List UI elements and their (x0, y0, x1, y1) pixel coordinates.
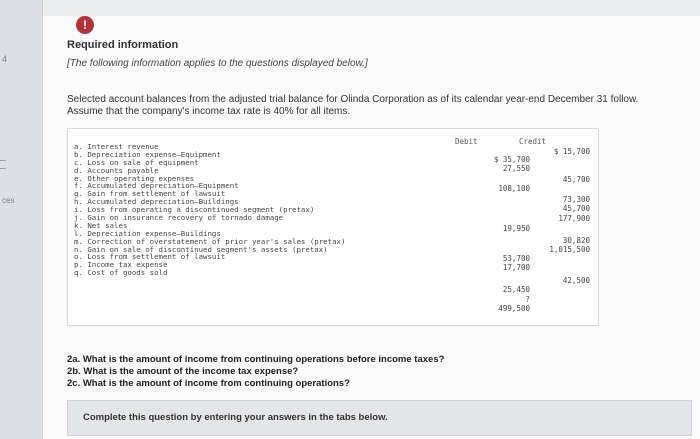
left-page-margin (0, 0, 43, 439)
debit-correction-overstatement: 17,700 (502, 263, 530, 272)
credit-accum-depr-buildings: 177,900 (558, 214, 590, 223)
credit-gain-insurance: 30,820 (562, 236, 590, 245)
debit-header: Debit (455, 137, 478, 146)
debit-depreciation-buildings: 53,700 (502, 254, 530, 263)
credit-gain-discontinued-assets: 42,500 (562, 276, 590, 285)
debit-loss-discontinued: 19,950 (502, 224, 530, 233)
intro-paragraph: Selected account balances from the adjusted trial balance for Olinda Corporation as of its calendar year-end December 31 follow. Assume that the company's income tax rate is 40% for all items. (67, 94, 639, 117)
account-item: d. Accounts payable (74, 165, 159, 175)
account-list (74, 143, 345, 277)
credit-interest-revenue: $ 15,700 (553, 147, 590, 156)
credit-header: Credit (519, 137, 547, 146)
account-item: q. Cost of goods sold (74, 268, 168, 278)
question-card (42, 16, 700, 439)
account-item: g. Gain from settlement of lawsuit (74, 189, 226, 199)
credit-gain-lawsuit: 45,700 (562, 204, 590, 213)
question-2c: 2c. What is the amount of income from continuing operations? (67, 378, 350, 389)
credit-accounts-payable: 45,700 (562, 175, 590, 184)
account-item: e. Other operating expenses (74, 173, 195, 183)
debit-income-tax-expense: ? (525, 295, 530, 304)
account-item: b. Depreciation expense—Equipment (74, 149, 221, 159)
question-2a: 2a. What is the amount of income from continuing operations before income taxes? (67, 354, 445, 365)
debit-other-operating-expenses: 108,100 (498, 184, 530, 193)
account-item: c. Loss on sale of equipment (74, 157, 199, 167)
account-item: l. Depreciation expense—Buildings (74, 228, 221, 238)
debit-loss-sale-equipment: 27,550 (502, 164, 530, 173)
account-item: p. Income tax expense (74, 260, 168, 270)
debit-loss-lawsuit: 25,450 (502, 285, 530, 294)
account-item: a. Interest revenue (74, 142, 159, 151)
account-item: j. Gain on insurance recovery of tornado damage (74, 213, 284, 223)
account-item: f. Accumulated depreciation—Equipment (74, 181, 239, 191)
page-number: 4 (2, 54, 8, 64)
debit-depreciation-equipment: $ 35,700 (493, 155, 530, 164)
partial-margin-text: ces (2, 196, 15, 205)
account-item: k. Net sales (74, 220, 128, 230)
margin-tick (0, 160, 6, 161)
account-item: i. Loss from operating a discontinued segment (pretax) (74, 205, 315, 215)
trial-balance-table (67, 128, 599, 326)
instruction-text: Complete this question by entering your answers in the tabs below. (83, 412, 388, 423)
credit-net-sales: 1,015,500 (549, 245, 590, 254)
question-list (67, 354, 444, 390)
credit-accum-depr-equipment: 73,300 (562, 195, 590, 204)
account-item: n. Gain on sale of discontinued segment's assets (pretax) (74, 244, 328, 254)
question-2b: 2b. What is the amount of the income tax expense? (67, 366, 299, 377)
account-item: h. Accumulated depreciation—Buildings (74, 197, 239, 207)
required-information-title: Required information (67, 39, 179, 51)
account-item: m. Correction of overstatement of prior year's sales (pretax) (74, 236, 346, 246)
account-item: o. Loss from settlement of lawsuit (74, 252, 226, 262)
margin-tick (0, 168, 6, 169)
debit-cost-of-goods-sold: 499,500 (498, 304, 530, 313)
alert-icon: ! (76, 16, 94, 34)
instruction-bar (67, 400, 692, 436)
applies-note: [The following information applies to the questions displayed below.] (67, 58, 368, 69)
